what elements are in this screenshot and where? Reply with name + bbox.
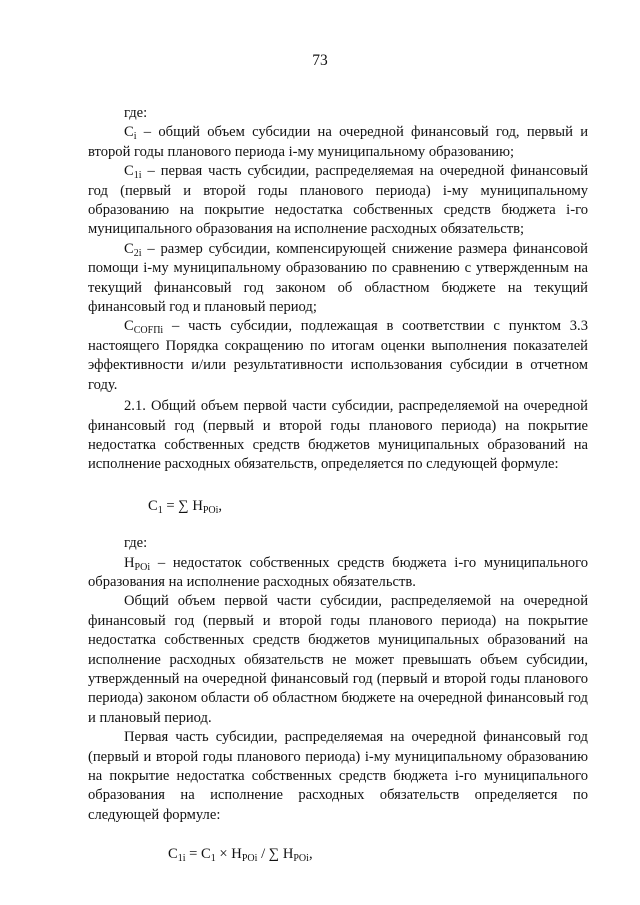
- formula-c1i: [88, 845, 588, 864]
- subscript: 2i: [133, 247, 142, 259]
- definition-c1i: [88, 162, 588, 240]
- symbol: H: [124, 554, 135, 571]
- formula-subscript: POi: [293, 853, 309, 865]
- page-number: 73: [312, 52, 328, 69]
- definition-ci: [88, 123, 588, 162]
- formula-c1: [88, 497, 588, 516]
- formula-term: = C: [185, 846, 211, 863]
- definition-text: – недостаток собственных средств бюджета i-го муниципального образования на исполнение расходных обязательств.: [88, 554, 588, 590]
- definition-hpoi: [88, 554, 588, 593]
- paragraph-where-2: где:: [124, 535, 148, 552]
- formula-term: C: [168, 846, 178, 863]
- formula-term: = ∑ H: [162, 497, 203, 514]
- paragraph-first-part: Первая часть субсидии, распределяемая на очередной финансовый год (первый и второй годы планового периода) i-му муниципальному образованию на покрытие недостатка собственных средств бюджета i-го муниципального образования на исполнение расходных обязательств определяется по следующей формуле:: [88, 729, 588, 823]
- formula-term: / ∑ H: [257, 846, 294, 863]
- formula-term: ,: [308, 846, 313, 863]
- paragraph-total-limit: Общий объем первой части субсидии, распределяемой на очередной финансовый год (первый и второй годы планового периода) на покрытие недостатка собственных средств бюджетов муниципальных образований на исполнение расходных обязательств не может превышать объем субсидии, утвержденный на очередной финансовый год (первый и второй годы планового периода) законом области об областном бюджете на очередной финансовый год и плановый период.: [88, 593, 588, 726]
- symbol: C: [124, 163, 134, 180]
- definition-text: – размер субсидии, компенсирующей снижение размера финансовой помощи i-му муниципальному образованию по сравнению с утвержденным на текущий финансовый год законом об областном бюджете на текущий финансовый год и плановый период;: [88, 240, 588, 316]
- definition-text: – часть субсидии, подлежащая в соответствии с пунктом 3.3 настоящего Порядка сокращению по итогам оценки выполнения показателей эффективности и/или результативности использования субсидии в отчетном году.: [88, 318, 588, 393]
- symbol: C: [124, 124, 134, 141]
- paragraph-2-1: 2.1. Общий объем первой части субсидии, распределяемой на очередной финансовый год (первый и второй годы планового периода) на покрытие недостатка собственных средств бюджетов муниципальных образований на исполнение расходных обязательств, определяется по следующей формуле:: [88, 398, 588, 473]
- definition-text: – первая часть субсидии, распределяемая на очередной финансовый год (первый и второй годы планового периода) i-му муниципальному образованию на покрытие недостатка собственных средств бюджета i-го муниципального образования на исполнение расходных обязательств;: [88, 163, 588, 238]
- definition-ccofpi: [88, 317, 588, 395]
- formula-term: ,: [218, 497, 223, 514]
- formula-term: × H: [215, 846, 242, 863]
- subscript: 1i: [133, 170, 142, 182]
- subscript: i: [133, 131, 137, 143]
- formula-subscript: 1: [210, 853, 216, 865]
- paragraph-where-1: где:: [124, 105, 148, 121]
- symbol: C: [124, 240, 134, 257]
- definition-c2i: [88, 240, 588, 318]
- document-body: [88, 104, 588, 865]
- formula-subscript: 1i: [177, 853, 186, 865]
- definition-text: – общий объем субсидии на очередной финансовый год, первый и второй годы планового периода i-му муниципальному образованию;: [88, 124, 588, 160]
- formula-subscript: POi: [241, 853, 258, 865]
- subscript: POi: [134, 561, 151, 573]
- formula-subscript: POi: [202, 504, 219, 516]
- formula-subscript: 1: [157, 504, 163, 516]
- formula-term: C: [148, 497, 158, 514]
- symbol: C: [124, 318, 134, 335]
- subscript: COFПi: [133, 325, 164, 337]
